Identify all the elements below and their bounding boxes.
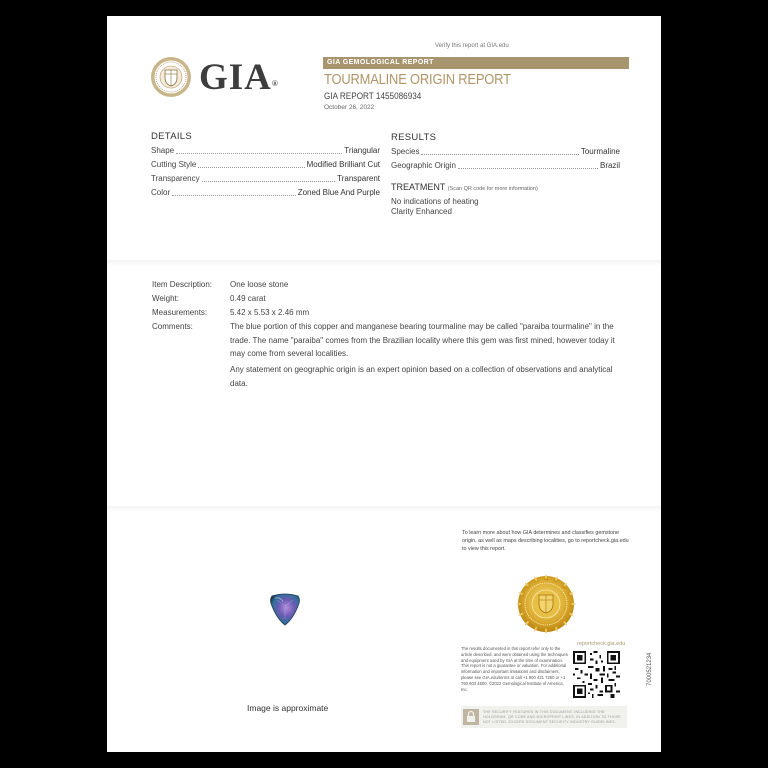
report-number: GIA REPORT 1455086934 [324,91,422,102]
item-description-label: Item Description: [152,280,213,289]
details-row-transparency: Transparency Transparent [151,174,380,183]
gia-logo: GIA® [199,57,279,98]
results-row-species: Species Tourmaline [391,147,620,156]
comment-paragraph: The blue portion of this copper and manganese bearing tourmaline may be called "paraiba tourmaline" in the trade. The name "paraiba" comes from the Brazilian locality where this gem was first mined, however today it may come from several localities. [230,322,615,359]
image-caption: Image is approximate [247,703,329,713]
fold-line [107,506,661,512]
details-row-shape: Shape Triangular [151,146,380,155]
verify-text: Verify this report at GIA.edu [435,43,509,49]
gemstone-image [267,592,303,628]
details-heading: DETAILS [151,131,192,142]
results-row-origin: Geographic Origin Brazil [391,161,620,170]
measurements-label: Measurements: [152,308,208,317]
reportcheck-link[interactable]: reportcheck.gia.edu [577,641,626,647]
report-paper [107,16,661,752]
results-heading: RESULTS [391,132,437,143]
learn-more-text: To learn more about how GIA determines and classifies gemstone origin, as well as maps describing localities, go to reportcheck.gia.edu to view this report. [462,530,629,552]
details-row-color: Color Zoned Blue And Purple [151,188,380,197]
gia-gold-seal-icon [515,573,577,635]
report-type-bar: GIA GEMOLOGICAL REPORT [323,57,629,69]
report-date: October 26, 2022 [324,104,375,111]
treatment-line: Clarity Enhanced [391,207,452,216]
weight-value: 0.49 carat [230,294,266,303]
treatment-heading: TREATMENT (Scan QR code for more information) [391,182,538,192]
treatment-line: No indications of heating [391,197,479,206]
qr-code[interactable] [573,651,620,698]
fold-line [107,260,661,266]
serial-number: 7000521234 [647,652,653,686]
weight-label: Weight: [152,294,179,303]
report-title: TOURMALINE ORIGIN REPORT [324,71,511,88]
details-row-cutting-style: Cutting Style Modified Brilliant Cut [151,160,380,169]
disclaimer-text: The results documented in this report refer only to the article described, and were obtained using the techniques and equipment used by GIA at the time of examination. This report is not a guarantee or valuation. For additional information and important limitations and disclaimers, please see GIA.edu/terms or call +1 800 421 7250 or +1 760 603 4500. ©2022 Gemological Institute of America, Inc. [461,646,568,692]
measurements-value: 5.42 x 5.53 x 2.46 mm [230,308,310,317]
gia-seal-icon [150,56,192,98]
security-text: THE SECURITY FEATURES IN THIS DOCUMENT, INCLUDING THE HOLOGRAM, QR CODE AND MICROPRINT LINES, IN ADDITION TO THOSE NOT LISTED, EXCEED DOCUMENT SECURITY INDUSTRY GUIDELINES. [483,709,621,724]
comment-paragraph: Any statement on geographic origin is an expert opinion based on a collection of observations and analytical data. [230,365,613,388]
security-notice [461,706,627,728]
item-description-value: One loose stone [230,280,289,289]
lock-icon [463,709,479,725]
comments-label: Comments: [152,322,193,331]
